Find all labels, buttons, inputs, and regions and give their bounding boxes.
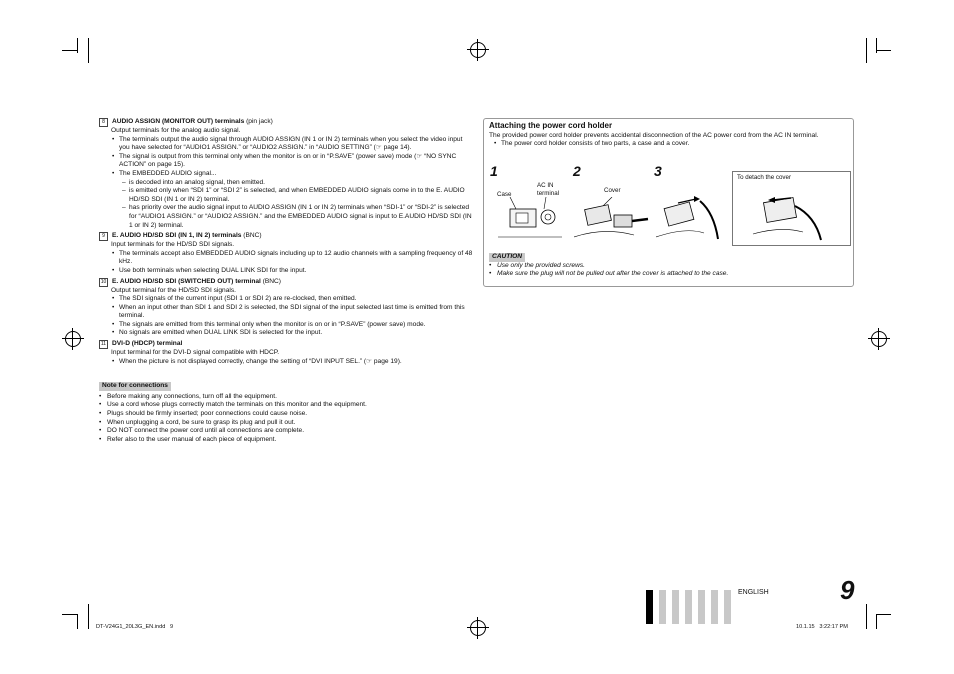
step-number: 3 [654, 163, 662, 179]
terminal-item [99, 118, 474, 230]
registration-mark-icon [470, 42, 486, 58]
terminal-dash-item: – is decoded into an analog signal, then emitted. [99, 179, 474, 188]
terminal-descriptions [99, 118, 474, 444]
note-bullet: • Plugs should be firmly inserted; poor connections could cause noise. [99, 410, 474, 419]
terminal-bullet: • When an input other than SDI 1 and SDI 2 is selected, the SDI signal of the input selected last time is emitted from this terminal. [99, 304, 474, 321]
crop-mark [62, 50, 77, 51]
language-label: ENGLISH [738, 589, 769, 596]
terminal-dash-item: – is emitted only when “SDI 1” or “SDI 2” is selected, and when EMBEDDED AUDIO signals come in to the E. AUDIO HD/SD SDI (IN 1 or IN 2) terminal. [99, 187, 474, 204]
detach-cover-panel [732, 171, 851, 246]
terminal-title: DVI-D (HDCP) terminal [112, 340, 183, 348]
terminal-heading [99, 118, 474, 127]
crop-mark [876, 614, 891, 615]
terminal-item [99, 340, 474, 366]
note-title: Note for connections [99, 382, 171, 391]
crop-mark [77, 614, 78, 629]
crop-mark [77, 38, 78, 53]
terminal-heading [99, 232, 474, 241]
detach-illustration [751, 186, 833, 242]
box-bullet: • The power cord holder consists of two parts, a case and a cover. [489, 140, 848, 149]
terminal-bullet: • The SDI signals of the current input (SDI 1 or SDI 2) are re-clocked, then emitted. [99, 295, 474, 304]
terminal-description: Input terminal for the DVI-D signal compatible with HDCP. [111, 349, 280, 357]
terminal-description: Output terminal for the HD/SD SDI signals. [111, 286, 236, 294]
step-number: 1 [490, 163, 498, 179]
registration-mark-icon [871, 331, 887, 347]
terminal-bullet: • The signals are emitted from this terminal only when the monitor is on or in “P.SAVE” (power save) mode. [99, 321, 474, 330]
print-datetime: 10.1.15 3:22:17 PM [796, 624, 848, 630]
step3-illustration [656, 193, 728, 245]
note-bullet: • When unplugging a cord, be sure to grasp its plug and pull it out. [99, 419, 474, 428]
terminal-heading [99, 340, 474, 349]
power-cord-holder-box [483, 118, 854, 287]
step2-illustration [574, 197, 649, 242]
crop-mark [866, 38, 867, 63]
label-cover: Cover [604, 187, 621, 194]
terminal-bullet: • The signal is output from this terminal only when the monitor is on or in “P.SAVE” (power save) mode (☞ “NO SYNC ACTION” on page 15). [99, 153, 474, 170]
label-case: Case [497, 191, 512, 198]
terminal-bullet: • When the picture is not displayed correctly, change the setting of “DVI INPUT SEL.” (☞ page 19). [99, 358, 474, 367]
caution-item: • Make sure the plug will not be pulled out after the cover is attached to the case. [489, 270, 728, 279]
crop-mark [88, 604, 89, 629]
terminal-title: E. AUDIO HD/SD SDI (SWITCHED OUT) terminal [112, 277, 261, 285]
terminal-number: 9 [99, 232, 108, 241]
crop-mark [876, 50, 891, 51]
terminal-subtitle: (BNC) [260, 277, 282, 285]
caution-item: • Use only the provided screws. [489, 262, 728, 271]
terminal-number: 8 [99, 118, 108, 127]
terminal-item [99, 232, 474, 275]
note-bullet: • DO NOT connect the power cord until all connections are complete. [99, 427, 474, 436]
label-ac-in: AC IN terminal [537, 182, 560, 197]
terminal-number: 10 [100, 278, 107, 285]
note-bullet: • Use a cord whose plugs correctly match the terminals on this monitor and the equipment. [99, 401, 474, 410]
terminal-subtitle: (pin jack) [244, 118, 273, 125]
file-name: DT-V24G1_20L3G_EN.indd 9 [96, 624, 174, 630]
step1-illustration [492, 197, 564, 242]
registration-mark-icon [470, 620, 486, 636]
crop-mark [88, 38, 89, 63]
caution-tag: CAUTION [489, 253, 525, 262]
note-bullet: • Refer also to the user manual of each piece of equipment. [99, 436, 474, 445]
crop-mark [866, 604, 867, 629]
crop-mark [876, 614, 877, 629]
page-number: 9 [840, 575, 855, 605]
terminal-title: E. AUDIO HD/SD SDI (IN 1, IN 2) terminals [112, 232, 242, 240]
step-number: 2 [573, 163, 581, 179]
terminal-heading [99, 278, 474, 287]
box-title: Attaching the power cord holder [489, 121, 613, 130]
terminal-description: Input terminals for the HD/SD SDI signals. [111, 241, 235, 249]
terminal-item [99, 278, 474, 339]
label-detach: To detach the cover [737, 174, 792, 181]
terminal-number: 11 [100, 341, 107, 348]
terminal-bullet: • The terminals accept also EMBEDDED AUDIO signals including up to 12 audio channels with a sampling frequency of 48 kHz. [99, 250, 474, 267]
crop-mark [62, 614, 77, 615]
note-bullet: • Before making any connections, turn off all the equipment. [99, 393, 474, 402]
terminal-bullet: • Use both terminals when selecting DUAL LINK SDI for the input. [99, 267, 474, 276]
terminal-bullet: • The EMBEDDED AUDIO signal... [99, 170, 474, 179]
registration-mark-icon [65, 331, 81, 347]
terminal-bullet: • The terminals output the audio signal through AUDIO ASSIGN (IN 1 or IN 2) terminals when you select the video input you have selected for “AUDIO1 ASSIGN.” or “AUDIO2 ASSIGN.” in “AUDIO SETTING” (☞ page 14). [99, 136, 474, 153]
terminal-title: AUDIO ASSIGN (MONITOR OUT) terminals [112, 118, 245, 125]
caution-section [489, 253, 728, 279]
terminal-description: Output terminals for the analog audio signal. [111, 127, 241, 134]
terminal-subtitle: (BNC) [241, 232, 262, 240]
note-for-connections [99, 368, 474, 444]
box-intro: The provided power cord holder prevents accidental disconnection of the AC power cord from the AC IN terminal. [489, 131, 819, 139]
terminal-dash-item: – has priority over the audio signal input to AUDIO ASSIGN (IN 1 or IN 2) terminals when “SDI-1” or “SDI-2” is selected for “AUDIO1 ASSIGN.” or “AUDIO2 ASSIGN.” and the EMBEDDED AUDIO signal is input to E.AUDIO HD/SD SDI (IN 1 or IN 2) terminal. [99, 204, 474, 230]
terminal-bullet: • No signals are emitted when DUAL LINK SDI is selected for the input. [99, 329, 474, 338]
